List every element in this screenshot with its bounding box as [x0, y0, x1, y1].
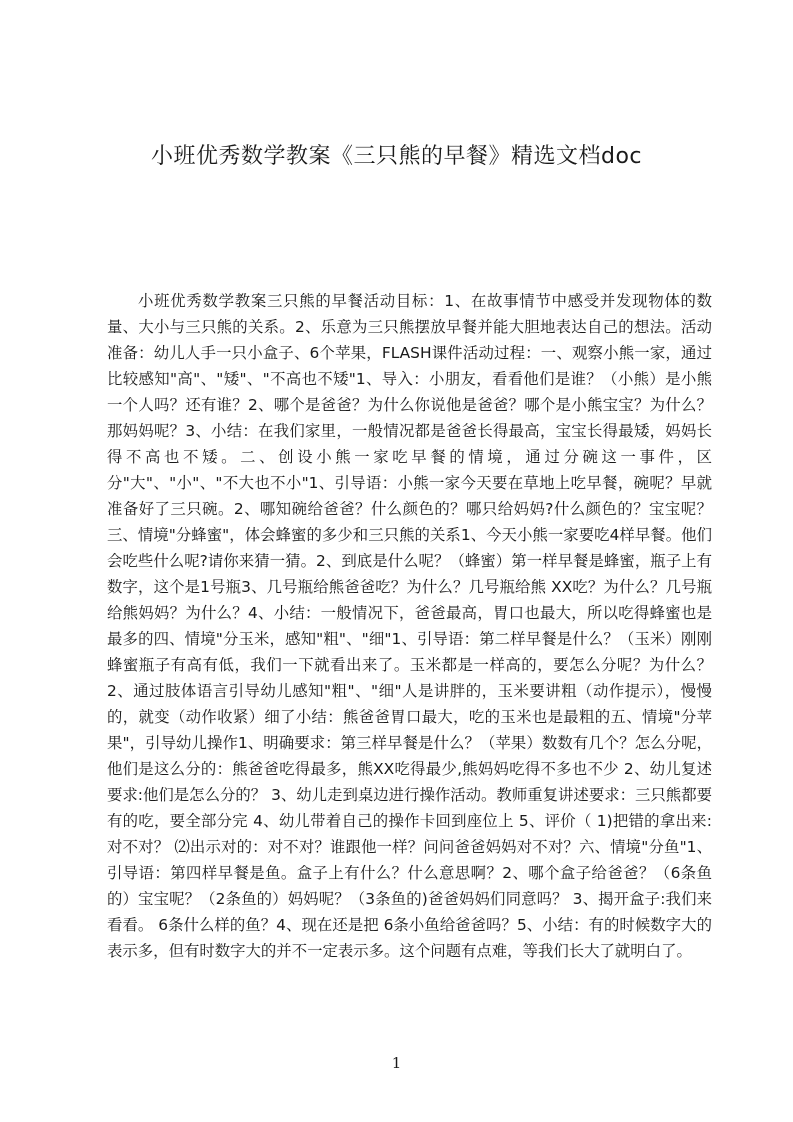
document-body: 小班优秀数学教案三只熊的早餐活动目标：1、在故事情节中感受并发现物体的数量、大小与三只熊的关系。2、乐意为三只熊摆放早餐并能大胆地表达自己的想法。活动准备：幼儿人手一只小盒子、6个苹果，FLASH课件活动过程：一、观察小熊一家，通过比较感知"高"、"矮"、"不高也不矮"1、导入：小朋友，看看他们是谁？（小熊）是小熊一个人吗？还有谁？2、哪个是爸爸？为什么你说他是爸爸？哪个是小熊宝宝？为什么？那妈妈呢？3、小结：在我们家里，一般情况都是爸爸长得最高，宝宝长得最矮，妈妈长得不高也不矮。二、创设小熊一家吃早餐的情境，通过分碗这一事件，区分"大"、"小"、"不大也不小"1、引导语：小熊一家今天要在草地上吃早餐，碗呢？早就准备好了三只碗。2、哪知碗给爸爸？什么颜色的？哪只给妈妈?什么颜色的？宝宝呢？三、情境"分蜂蜜"，体会蜂蜜的多少和三只熊的关系1、今天小熊一家要吃4样早餐。他们会吃些什么呢?请你来猜一猜。2、到底是什么呢？（蜂蜜）第一样早餐是蜂蜜，瓶子上有数字，这个是1号瓶3、几号瓶给熊爸爸吃？为什么？几号瓶给熊 XX吃？为什么？几号瓶给熊妈妈？为什么？4、小结：一般情况下，爸爸最高，胃口也最大，所以吃得蜂蜜也是最多的四、情境"分玉米，感知"粗"、"细"1、引导语：第二样早餐是什么？（玉米）刚刚蜂蜜瓶子有高有低，我们一下就看出来了。玉米都是一样高的，要怎么分呢？为什么？2、通过肢体语言引导幼儿感知"粗"、"细"人是讲胖的，玉米要讲粗（动作提示），慢慢的，就变（动作收紧）细了小结：熊爸爸胃口最大，吃的玉米也是最粗的五、情境"分苹果"，引导幼儿操作1、明确要求：第三样早餐是什么？（苹果）数数有几个？怎么分呢，他们是这么分的：熊爸爸吃得最多，熊XX吃得最少,熊妈妈吃得不多也不少 2、幼儿复述要求:他们是怎么分的？ 3、幼儿走到桌边进行操作活动。教师重复讲述要求：三只熊都要有的吃，要全部分完 4、幼儿带着自己的操作卡回到座位上 5、评价（ 1)把错的拿出来:对不对？ ⑵出示对的：对不对？谁跟他一样？问问爸爸妈妈对不对？六、情境"分鱼"1、引导语：第四样早餐是鱼。盒子上有什么？什么意思啊？2、哪个盒子给爸爸？（6条鱼的）宝宝呢？（2条鱼的）妈妈呢？（3条鱼的)爸爸妈妈们同意吗？ 3、揭开盒子:我们来看看。 6条什么样的鱼？4、现在还是把 6条小鱼给爸爸吗？5、小结：有的时候数字大的表示多，但有时数字大的并不一定表示多。这个问题有点难，等我们长大了就明白了。	[107, 292, 712, 960]
page-number: 1	[391, 1054, 402, 1072]
document-title: 小班优秀数学教案《三只熊的早餐》精选文档doc	[150, 144, 643, 169]
